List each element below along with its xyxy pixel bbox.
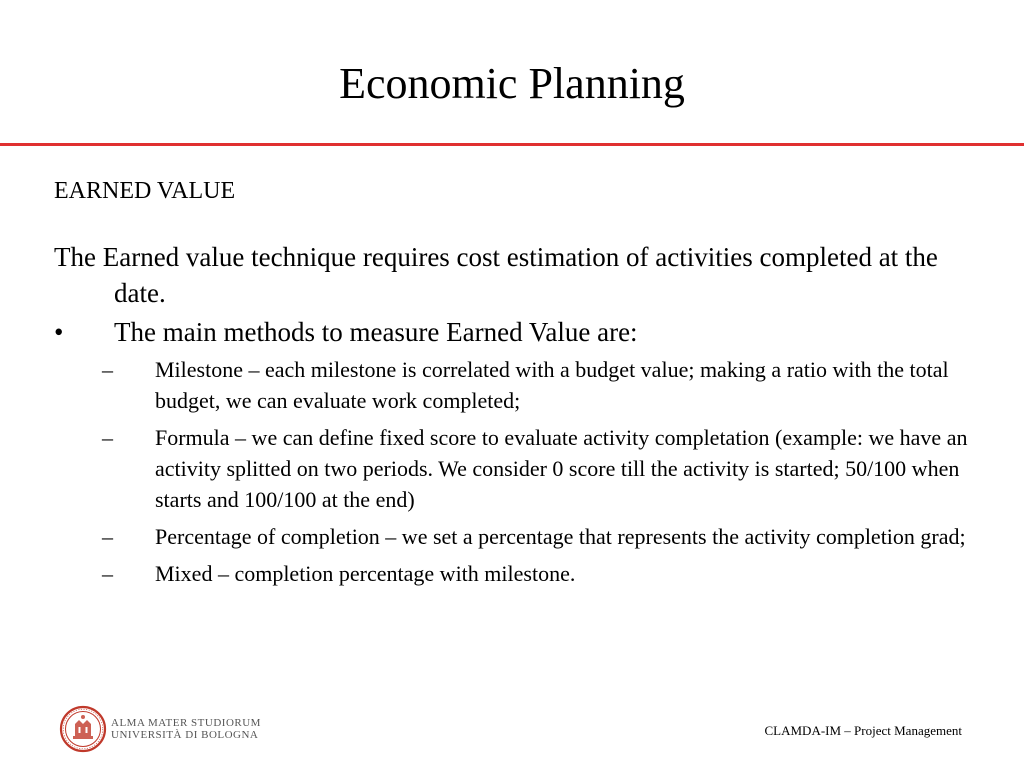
section-heading: EARNED VALUE: [54, 178, 236, 204]
sub-item-text: Percentage of completion – we set a percentage that represents the activity completion grad;: [155, 524, 966, 549]
sub-item-formula: [54, 422, 975, 515]
logo-line-1: ALMA MATER STUDIORUM: [111, 717, 261, 729]
title-divider: [0, 143, 1024, 146]
slide-body: [54, 239, 984, 595]
university-logo: [59, 702, 261, 756]
intro-paragraph: The Earned value technique requires cost estimation of activities completed at the date.: [54, 242, 938, 308]
sub-item-percentage: [54, 521, 975, 552]
sub-item-text: Formula – we can define fixed score to evaluate activity completation (example: we have an activity splitted on two periods. We consider 0 score till the activity is started; 50/100 when starts and 100/100 at the end): [155, 425, 968, 512]
dash-marker: –: [102, 357, 113, 382]
dash-marker: –: [102, 524, 113, 549]
dash-marker: –: [102, 425, 113, 450]
footer-text: CLAMDA-IM – Project Management: [764, 723, 962, 738]
sub-item-text: Mixed – completion percentage with milestone.: [155, 561, 576, 586]
dash-marker: –: [102, 561, 113, 586]
university-seal-icon: [59, 705, 107, 753]
bullet-item: [54, 314, 984, 350]
logo-line-2: UNIVERSITÀ DI BOLOGNA: [111, 729, 259, 741]
bullet-marker: •: [54, 317, 64, 347]
sub-item-text: Milestone – each milestone is correlated with a budget value; making a ratio with the total budget, we can evaluate work completed;: [155, 357, 949, 413]
sub-item-milestone: [54, 354, 975, 416]
bullet-text: The main methods to measure Earned Value are:: [114, 317, 638, 347]
slide-title: Economic Planning: [339, 59, 685, 108]
sub-item-list: [54, 354, 984, 589]
sub-item-mixed: [54, 558, 975, 589]
